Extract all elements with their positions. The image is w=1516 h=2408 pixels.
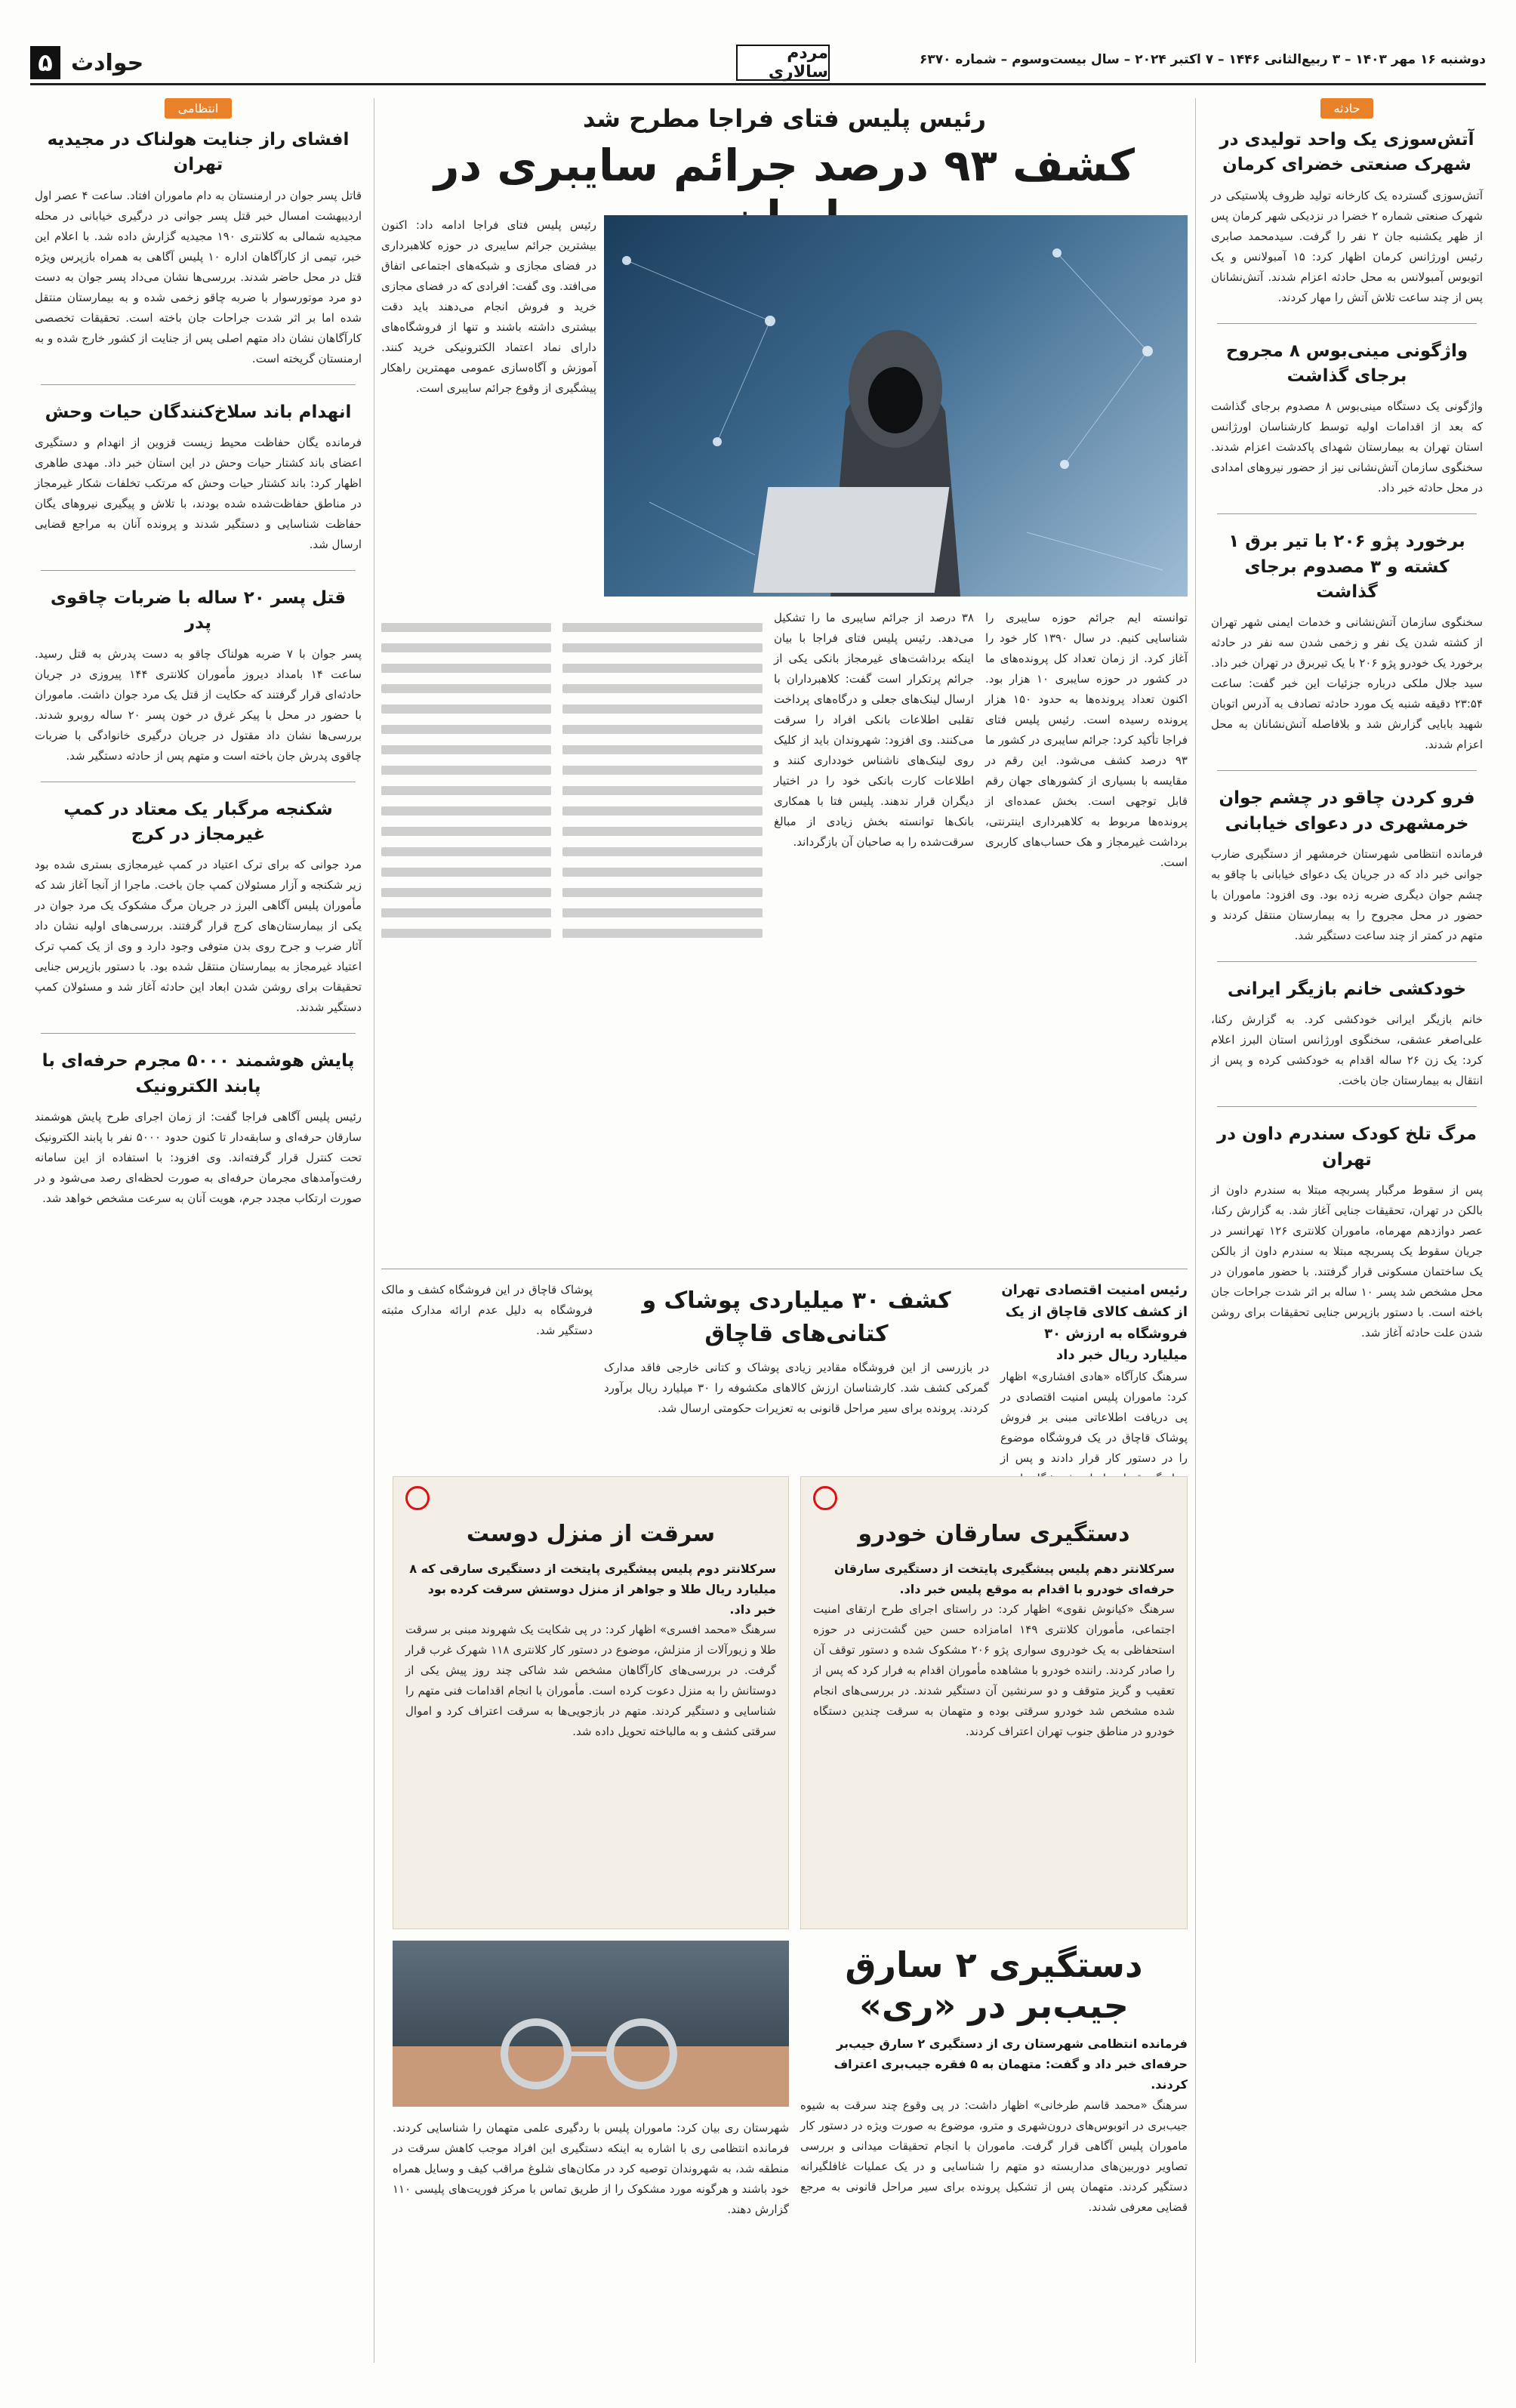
article-title: سرقت از منزل دوست bbox=[466, 1521, 716, 1547]
article-body: سرهنگ «کیانوش نقوی» اظهار کرد: در راستای اجرای طرح ارتقای امنیت اجتماعی، مأموران کلانتری ۱۴۹ امامزاده حسن حین گشت‌زنی در حوزه استحفاظی به یک خودروی سواری پژو ۲۰۶ مشکوک شده و دستور توقف آن را صادر کردند. راننده خودرو با مشاهده مأموران اقدام به فرار کرد که پس از تعقیب و گریز متوقف و دو سرنشین آن دستگیر شدند. در بررسی‌های انجام شده مشخص شد خودرو سرقتی بوده و متهمان به سرقت چندین دستگاه خودرو در مناطق جنوب تهران اعتراف کردند. bbox=[813, 1602, 1175, 1738]
article-body: مرد جوانی که برای ترک اعتیاد در کمپ غیرمجازی بستری شده بود زیر شکنجه و آزار مسئولان کمپ جان باخت. ماجرا از آنجا آغاز شد که مأموران پلیس آگاهی البرز در جریان مرگ مشکوک یک مرد جوان در یکی از بیمارستان‌های کرج قرار گرفتند. بررسی‌های اولیه نشان داد آثار ضرب و جرح روی بدن متوفی وجود دارد و وی از یک کمپ ترک اعتیاد غیرمجاز به بیمارستان منتقل شده بود. با دستور بازپرس جنایی تحقیقات برای روشن شدن ابعاد این حادثه آغاز شد و مسئولان کمپ دستگیر شدند. bbox=[35, 858, 362, 1015]
article-title: واژگونی مینی‌بوس ۸ مجروح برجای گذاشت bbox=[1225, 341, 1468, 387]
divider bbox=[1217, 961, 1477, 962]
lead-column-continuation bbox=[381, 612, 551, 949]
lead-column-continuation bbox=[562, 612, 763, 949]
masthead bbox=[30, 42, 1486, 85]
article-title: قتل پسر ۲۰ ساله با ضربات چاقوی پدر bbox=[50, 588, 347, 634]
main-headline: کشف ۹۳ درصد جرائم سایبری در bbox=[434, 140, 1135, 191]
home-theft-box bbox=[393, 1476, 789, 1929]
car-theft-box bbox=[800, 1476, 1188, 1929]
police-badge-icon bbox=[405, 1486, 430, 1510]
article-title: برخورد پژو ۲۰۶ با تیر برق ۱ کشته و ۳ مصدوم برجای گذاشت bbox=[1228, 532, 1465, 603]
article-intro: سرکلانتر دوم پلیس پیشگیری پایتخت از دستگیری سارقی که ۸ میلیارد ریال طلا و جواهر از منزل دوستش سرقت کرده بود خبر داد. bbox=[409, 1561, 776, 1617]
article-title: دستگیری سارقان خودرو bbox=[858, 1521, 1130, 1547]
section-title: حوادث bbox=[71, 49, 144, 76]
article-title: کشف ۳۰ میلیاردی پوشاک و کتانی‌های قاچاق bbox=[642, 1287, 951, 1347]
divider bbox=[1217, 770, 1477, 771]
article-title: انهدام باند سلاخ‌کنندگان حیات وحش bbox=[45, 402, 352, 422]
article-title: خودکشی خانم بازیگر ایرانی bbox=[1227, 979, 1467, 1000]
article-body: واژگونی یک دستگاه مینی‌بوس ۸ مصدوم برجای گذاشت که بعد از اقدامات اولیه توسط کارشناسان اورژانس استان تهران به بیمارستان شهدای پاکدشت اعزام شدند. سخنگوی سازمان آتش‌نشانی نیز از حضور نیروهای امدادی در محل حادثه خبر داد. bbox=[1211, 399, 1483, 495]
article-body: سرهنگ کارآگاه «هادی افشاری» اظهار کرد: ماموران پلیس امنیت اقتصادی در پی دریافت اطلاعاتی مبنی بر فروش پوشاک قاچاق در یک فروشگاه موضوع را در دستور کار قرار دادند و پس از bbox=[1000, 1370, 1188, 1466]
article-intro: سرکلانتر دهم پلیس پیشگیری پایتخت از دستگیری سارقان حرفه‌ای خودرو با اقدام به موقع پلیس خبر داد. bbox=[833, 1561, 1175, 1596]
article-body: در بازرسی از این فروشگاه مقادیر زیادی پوشاک و کتانی خارجی فاقد مدارک گمرکی کشف شد. کارشناسان ارزش کالاهای مکشوفه را ۳۰ میلیارد ریال برآورد کردند. پرونده برای سیر مراحل قانونی به تعزیرات حکومتی ارسال شد. bbox=[604, 1361, 989, 1415]
divider bbox=[1217, 323, 1477, 324]
smuggling-article bbox=[604, 1280, 989, 1419]
lead-column-mid: ۳۸ درصد از جرائم سایبری ما را تشکیل می‌دهد. رئیس پلیس فتای فراجا با بیان اینکه برداشت‌های غیرمجاز بانکی یکی از جرائم پرتکرار است گفت: کلاهبرداران با ارسال لینک‌های جعلی و درگاه‌های پرداخت تقلبی اطلاعات بانکی افراد را سرقت می‌کنند. وی افزود: شهروندان باید از کلیک روی لینک‌های ناشناس خودداری کنند و اطلاعات کارت بانکی خود را در اختیار دیگران قرار ندهند. پلیس فتا با همکاری بانک‌ها توانسته بخش زیادی از مبالغ سرقت‌شده را به صاحبان آن بازگرداند. bbox=[774, 611, 974, 849]
article-body: سخنگوی سازمان آتش‌نشانی و خدمات ایمنی شهر تهران از کشته شدن یک نفر و زخمی شدن سه نفر در حادثه برخورد یک خودرو پژو ۲۰۶ با یک تیربرق در تهران خبر داد. سید جلال ملکی درباره جزئیات این خبر گفت: ساعت ۲۳:۵۴ دقیقه شنبه یک مورد حادثه تصادف به آدرس اتوبان شهید بابایی گزارش شد و بلافاصله آتش‌نشانان به محل اعزام شدند. bbox=[1211, 615, 1483, 752]
divider bbox=[41, 1033, 356, 1034]
article-body: پسر جوان با ۷ ضربه هولناک چاقو به دست پدرش به قتل رسید. ساعت ۱۴ بامداد دیروز مأموران کلانتری ۱۴۴ پیروزی در جریان حادثه‌ای قرار گرفتند که حکایت از قتل یک مرد جوان داشت. ماموران با حضور در محل با پیکر غرق در خون پسر ۲۰ ساله روبرو شدند. بررسی‌ها نشان داد مقتول در جریان درگیری خانوادگی با ضربات چاقوی پدرش جان باخته است و متهم پس از حادثه دستگیر شد. bbox=[35, 646, 362, 763]
article-body: آتش‌سوزی گسترده یک کارخانه تولید ظروف پلاستیکی در شهرک صنعتی شماره ۲ خضرا در نزدیکی شهر کرمان پس از ظهر یکشنبه جان ۲ نفر را گرفت. سیدمحمد صابری رئیس اورژانس کرمان اظهار کرد: ۱۵ آمبولانس و یک اتوبوس آمبولانس به محل حادثه اعزام شدند. آتش‌نشانان پس از چند ساعت تلاش آتش را مهار کردند. bbox=[1211, 188, 1484, 304]
article-body: رئیس پلیس آگاهی فراجا گفت: از زمان اجرای طرح پایش هوشمند سارقان حرفه‌ای و سابقه‌دار تا کنون حدود ۵۰۰۰ نفر با پابند الکترونیک تحت کنترل قرار گرفته‌اند. وی افزود: با استفاده از این سامانه رفت‌وآمدهای مجرمان حرفه‌ای به صورت لحظه‌ای رصد می‌شود و در صورت ارتکاب مجدد جرم، هویت آنان به سرعت مشخص خواهد شد. bbox=[35, 1110, 362, 1206]
pickpocket-article bbox=[800, 1944, 1188, 2218]
handcuffs-photo bbox=[393, 1941, 789, 2107]
article-title: دستگیری ۲ سارق جیب‌بر در «ری» bbox=[845, 1944, 1143, 2026]
hacker-photo bbox=[604, 215, 1188, 597]
article-body: فرمانده یگان حفاظت محیط زیست قزوین از انهدام و دستگیری اعضای باند کشتار حیات وحش در این استان خبر داد. مهدی طاهری اظهار کرد: باند کشتار حیات وحش که مرتکب تخلفات شکار غیرمجاز در مناطق حفاظت‌شده شده بودند، با تلاش و پیگیری نیروهای یگان حفاظت شناسایی و دستگیر شدند و پرونده آنان به مراجع قضایی ارسال شد. bbox=[35, 436, 362, 552]
page-label bbox=[30, 46, 143, 79]
article-subhead: رئیس امنیت اقتصادی تهران از کشف کالای قاچاق از یک فروشگاه به ارزش ۳۰ میلیارد ریال خبر داد bbox=[1001, 1282, 1188, 1364]
divider bbox=[1217, 1106, 1477, 1107]
page-number: ۵ bbox=[30, 46, 60, 79]
newspaper-logo: مردم سالاری bbox=[736, 45, 830, 81]
pickpocket-continuation: شهرستان ری بیان کرد: ماموران پلیس با ردگیری علمی متهمان را شناسایی کردند. فرمانده انتظامی ری با اشاره به اینکه دستگیری این افراد موجب کاهش سرقت در منطقه شد، به شهروندان توصیه کرد در مکان‌های شلوغ مراقب کیف و وسایل همراه خود باشند و هرگونه مورد مشکوک را از طریق تماس با مرکز فوریت‌های پلیسی ۱۱۰ گزارش دهند. bbox=[393, 2121, 789, 2216]
article-body: فرمانده انتظامی شهرستان خرمشهر از دستگیری ضارب جوانی خبر داد که در جریان یک دعوای خیابانی با چاقو به چشم جوان دیگری ضربه زده بود. وی افزود: ماموران با حضور در محل مجروح را به بیمارستان منتقل کردند و متهم در کمتر از چند ساعت دستگیر شد. bbox=[1211, 847, 1483, 943]
article-body: پس از سقوط مرگبار پسربچه مبتلا به سندرم داون از بالکن در تهران، تحقیقات جنایی آغاز شد. به گزارش رکنا، عصر دوازدهم مهرماه، ماموران کلانتری ۱۲۶ تهرانسر در جریان سقوط یک پسربچه مبتلا به سندرم داون از بالکن یک ساختمان مسکونی قرار گرفتند. با حضور ماموران در محل مشخص شد پسر ۱۰ ساله بر اثر شدت جراحات جان باخته است. با دستور بازپرس جنایی تحقیقات برای روشن شدن علت حادثه آغاز شد. bbox=[1211, 1183, 1484, 1340]
section-tag: حادثه bbox=[1320, 98, 1374, 119]
article-title: فرو کردن چاقو در چشم جوان خرمشهری در دعوای خیابانی bbox=[1219, 788, 1475, 834]
article-title: مرگ تلخ کودک سندرم داون در تهران bbox=[1217, 1124, 1477, 1170]
article-title: آتش‌سوزی یک واحد تولیدی در شهرک صنعتی خضرای کرمان bbox=[1219, 130, 1474, 175]
lead-column-right: توانسته ایم جرائم حوزه سایبری را شناسایی کنیم. در سال ۱۳۹۰ کار خود را آغاز کرد. از زمان تعداد کل پرونده‌های ما در کشور در حوزه سایبری ۱۰ هزار بود. اکنون تعداد پرونده‌ها به حدود ۱۵۰ هزار پرونده رسیده است. رئیس پلیس فتای فراجا تأکید کرد: جرائم سایبری در کشور ما ۹۳ درصد کشف می‌شود. این رقم در مقایسه با بسیاری از کشورهای جهان رقم قابل توجهی است. بخش عمده‌ای از پرونده‌ها مربوط به کلاهبرداری اینترنتی، برداشت غیرمجاز و هک حساب‌های کاربری است. bbox=[985, 611, 1188, 869]
article-title: افشای راز جنایت هولناک در مجیدیه تهران bbox=[47, 130, 350, 175]
column-divider bbox=[1195, 98, 1196, 2363]
divider bbox=[41, 384, 356, 385]
smuggling-continuation: پوشاک قاچاق در این فروشگاه کشف و مالک فروشگاه به دلیل عدم ارائه مدارک مثبته دستگیر شد. bbox=[381, 1283, 593, 1337]
article-body: سرهنگ «محمد قاسم طرخانی» اظهار داشت: در پی وقوع چند سرقت به شیوه جیب‌بری در اتوبوس‌های درون‌شهری و مترو، موضوع به صورت ویژه در دستور کار ماموران پلیس آگاهی قرار گرفت. ماموران با انجام تحقیقات میدانی و بررسی تصاویر دوربین‌های مداربسته دو متهم را شناسایی و در یک عملیات غافلگیرانه دستگیر کردند. متهمان پس از تشکیل پرونده برای سیر مراحل قانونی به مرجع قضایی معرفی شدند. bbox=[800, 2098, 1188, 2214]
left-column bbox=[30, 98, 366, 2363]
article-kicker: رئیس پلیس فتای فراجا مطرح شد bbox=[583, 104, 986, 133]
hacker-illustration bbox=[604, 215, 1188, 597]
right-column bbox=[1206, 98, 1487, 2363]
article-title: پایش هوشمند ۵۰۰۰ مجرم حرفه‌ای با پابند الکترونیک bbox=[42, 1051, 355, 1096]
police-badge-icon bbox=[813, 1486, 837, 1510]
smuggling-intro bbox=[1000, 1280, 1188, 1509]
article-intro: فرمانده انتظامی شهرستان ری از دستگیری ۲ سارق جیب‌بر حرفه‌ای خبر داد و گفت: متهمان به ۵ فقره جیب‌بری اعتراف کردند. bbox=[833, 2036, 1188, 2092]
article-title: شکنجه مرگبار یک معتاد در کمپ غیرمجاز در کرج bbox=[63, 799, 333, 845]
section-tag: انتظامی bbox=[165, 98, 233, 119]
date-line: دوشنبه ۱۶ مهر ۱۴۰۳ – ۳ ربیع‌الثانی ۱۴۴۶ – ۷ اکتبر ۲۰۲۴ – سال بیست‌وسوم – شماره ۶۳۷۰ bbox=[920, 52, 1486, 67]
lead-column-left: رئیس پلیس فتای فراجا ادامه داد: اکنون بیشترین جرائم سایبری در حوزه کلاهبرداری در فضای مجازی و شبکه‌های اجتماعی اتفاق می‌افتد. وی گفت: افرادی که در فضای مجازی خرید و فروش انجام می‌دهند باید دقت بیشتری داشته باشند و تنها از فروشگاه‌های دارای نماد اعتماد الکترونیکی خرید کنند. آموزش و آگاه‌سازی عمومی مهمترین راهکار پیشگیری از وقوع جرائم سایبری است. bbox=[381, 218, 596, 395]
article-body: خانم بازیگر ایرانی خودکشی کرد. به گزارش رکنا، علی‌اصغر عشقی، سخنگوی اورژانس استان البرز اعلام کرد: یک زن ۲۶ ساله اقدام به خودکشی کرده و پس از انتقال به بیمارستان جان باخت. bbox=[1211, 1013, 1483, 1088]
article-body: قاتل پسر جوان در ارمنستان به دام ماموران افتاد. ساعت ۴ عصر اول اردیبهشت امسال خبر قتل پسر جوانی در درگیری خیابانی در محله مجیدیه شمالی به کلانتری ۱۹۰ مجیدیه گزارش داده شد. با اعلام این خبر، تیمی از کارآگاهان اداره ۱۰ پلیس آگاهی به همراه بازپرس ویژه قتل در محل حاضر شدند. بررسی‌ها نشان می‌داد پسر جوان به دست دو مرد موتورسوار با ضربه چاقو زخمی شده و به بیمارستان منتقل شده اما بر اثر شدت جراحات جان باخته است. تحقیقات تخصصی کارآگاهان نشان داد متهم اصلی پس از جنایت از کشور خارج شده و به ارمنستان گریخته است. bbox=[35, 188, 362, 365]
article-body: سرهنگ «محمد افسری» اظهار کرد: در پی شکایت یک شهروند مبنی بر سرقت طلا و زیورآلات از منزلش، موضوع در دستور کار کلانتری ۱۱۸ شهرک غرب قرار گرفت. در بررسی‌های کارآگاهان مشخص شد شاکی چند روز پیش یکی از دوستانش را به منزل دعوت کرده است. مأموران با انجام اقدامات فنی متهم را شناسایی و دستگیر کردند. متهم در بازجویی‌ها به سرقت اعتراف کرد و اموال سرقتی کشف و به مالباخته تحویل داده شد. bbox=[405, 1623, 776, 1739]
handcuffs-illustration bbox=[393, 1941, 789, 2107]
divider bbox=[1217, 513, 1477, 514]
divider bbox=[41, 570, 356, 571]
